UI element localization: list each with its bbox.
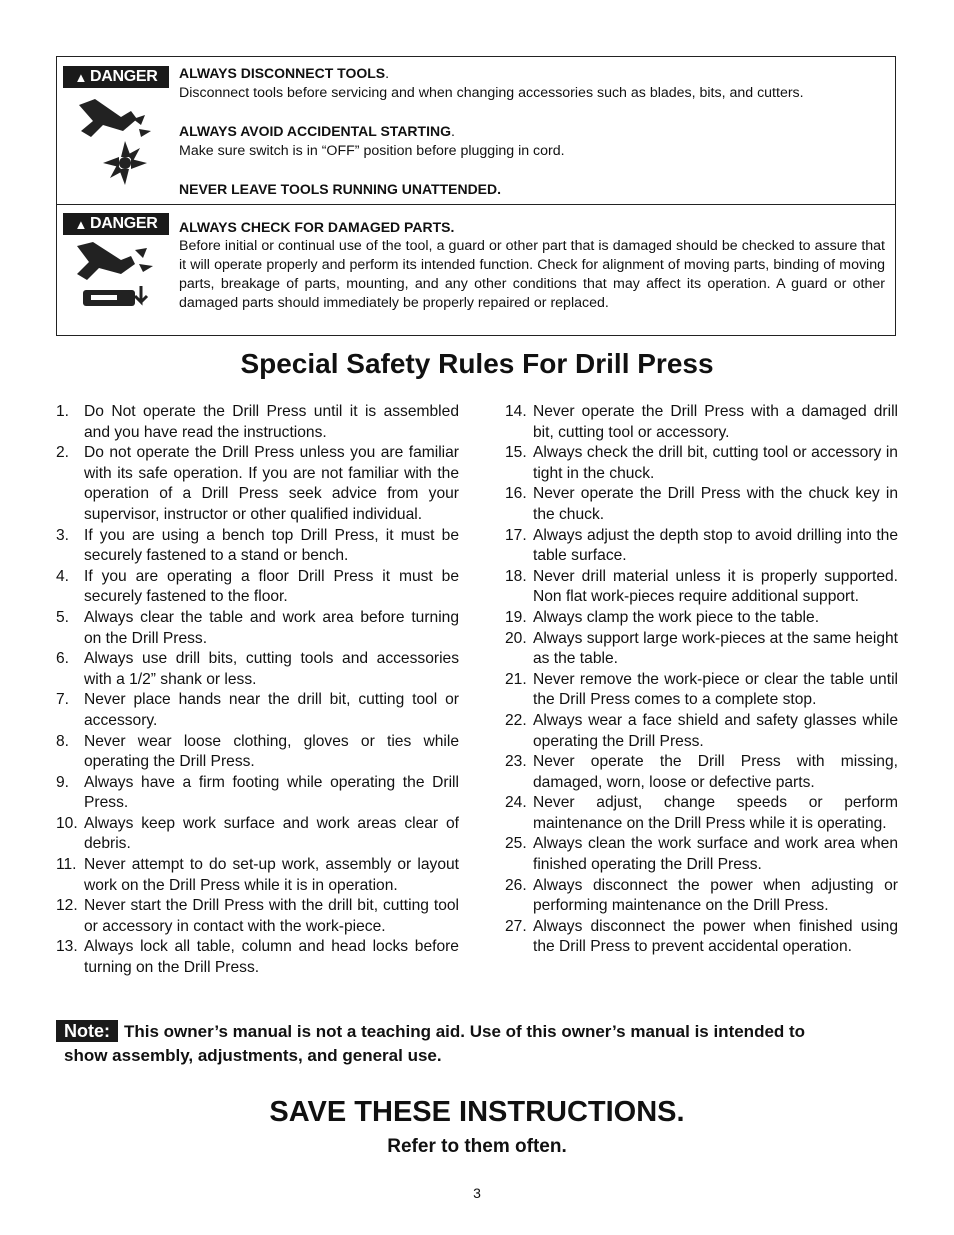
rule-item	[56, 567, 459, 608]
warning-triangle-icon: ▲	[74, 69, 88, 85]
rule-number: 27.	[505, 917, 527, 935]
rule-number: 10.	[56, 814, 78, 832]
rule-item	[505, 670, 898, 711]
note-label: Note:	[56, 1020, 118, 1042]
rule-text: Always clamp the work piece to the table.	[533, 608, 820, 626]
danger-text-2: ALWAYS CHECK FOR DAMAGED PARTS. Before initial or continual use of the tool, a guard or other part that is damaged should be checked to assure that it will operate properly and perform its intended function. Check for alignment of moving parts, binding of moving parts, breakage of parts, mounting, and any other conditions that may affect its operation. A guard or other damaged parts should immediately be properly repaired or replaced.	[179, 219, 885, 311]
rule-text: Never place hands near the drill bit, cutting tool or accessory.	[84, 691, 459, 729]
rule-text: Never adjust, change speeds or perform maintenance on the Drill Press while it is operating.	[533, 794, 898, 832]
rule-text: Always clear the table and work area before turning on the Drill Press.	[84, 608, 459, 647]
rule-item	[505, 443, 898, 484]
rule-item	[505, 526, 898, 567]
rule-item	[56, 773, 459, 814]
rule-number: 2.	[56, 444, 70, 462]
rule-item	[505, 793, 898, 834]
rule-text: Never start the Drill Press with the drill bit, cutting tool or accessory in contact with the work-piece.	[84, 897, 459, 935]
rule-number: 19.	[505, 608, 527, 626]
rule-number: 26.	[505, 876, 527, 894]
rule-number: 3.	[56, 526, 70, 544]
page-title: Special Safety Rules For Drill Press	[240, 348, 714, 379]
rule-number: 14.	[505, 403, 527, 420]
danger-badge: ▲ DANGER	[63, 66, 169, 88]
rule-number: 4.	[56, 567, 70, 585]
rule-item	[56, 690, 459, 731]
rule-text: Always have a firm footing while operating the Drill Press.	[84, 773, 459, 812]
rule-text: Always wear a face shield and safety glasses while operating the Drill Press.	[533, 711, 898, 750]
rule-number: 5.	[56, 608, 70, 626]
rule-number: 6.	[56, 650, 70, 668]
rule-text: Always disconnect the power when finished using the Drill Press to prevent accidental operation.	[533, 917, 898, 956]
rule-text: If you are operating a floor Drill Press it must be securely fastened to the floor.	[84, 567, 459, 606]
rule-text: Do not operate the Drill Press unless you are familiar with its safe operation. If you are not familiar with the operation of a Drill Press seek advice from your supervisor, instructor or other qualified individual.	[84, 444, 459, 523]
rule-number: 7.	[56, 691, 70, 709]
rule-item	[56, 608, 459, 649]
rule-item	[505, 608, 898, 629]
warning-triangle-icon: ▲	[74, 216, 88, 232]
rule-text: Do Not operate the Drill Press until it is assembled and you have read the instructions.	[84, 403, 459, 441]
rule-item	[505, 834, 898, 875]
rule-item	[56, 937, 459, 978]
rule-item	[505, 752, 898, 793]
rule-number: 11.	[56, 856, 77, 874]
rule-item	[505, 876, 898, 917]
rule-number: 18.	[505, 567, 527, 585]
rule-number: 16.	[505, 485, 527, 503]
rule-number: 15.	[505, 444, 527, 462]
rule-text: Never drill material unless it is properly supported. Non flat work-pieces require additional support.	[533, 567, 898, 606]
rule-number: 20.	[505, 629, 527, 647]
rule-item	[505, 484, 898, 525]
rule-item	[56, 526, 459, 567]
rule-text: Never operate the Drill Press with missing, damaged, worn, loose or defective parts.	[533, 753, 898, 791]
note-text-line2: show assembly, adjustments, and general use.	[64, 1046, 442, 1065]
page-number: 3	[473, 1185, 481, 1201]
rule-number: 12.	[56, 897, 78, 915]
rules-list-right	[505, 402, 898, 958]
rule-number: 24.	[505, 794, 527, 812]
rule-number: 13.	[56, 938, 78, 956]
rule-text: Always clean the work surface and work area when finished operating the Drill Press.	[533, 835, 898, 874]
rule-number: 17.	[505, 526, 527, 544]
rule-text: Always support large work-pieces at the same height as the table.	[533, 629, 898, 668]
rule-text: Never attempt to do set-up work, assembly or layout work on the Drill Press while it is in operation.	[84, 856, 459, 894]
rule-text: Always lock all table, column and head locks before turning on the Drill Press.	[84, 938, 459, 977]
danger-text-1: ALWAYS DISCONNECT TOOLS. Disconnect tools before servicing and when changing accessories such as blades, bits, and cutters. ALWAYS AVOID ACCIDENTAL STARTING. Make sure switch is in “OFF” position before plugging in cord. NEVER LEAVE TOOLS RUNNING UNATTENDED.	[179, 65, 804, 197]
rule-number: 22.	[505, 711, 527, 729]
danger-badge: ▲ DANGER	[63, 213, 169, 235]
rule-text: Always disconnect the power when adjusting or performing maintenance on the Drill Press.	[533, 876, 898, 915]
rule-item	[56, 814, 459, 855]
rule-text: Never operate the Drill Press with the chuck key in the chuck.	[533, 485, 898, 523]
danger-box	[56, 56, 896, 336]
hand-hazard-icon	[73, 97, 163, 197]
rule-number: 9.	[56, 773, 70, 791]
rule-item	[505, 711, 898, 752]
rule-text: Always adjust the depth stop to avoid drilling into the table surface.	[533, 526, 898, 565]
rule-text: Always use drill bits, cutting tools and accessories with a 1/2” shank or less.	[84, 650, 459, 688]
refer-subheading: Refer to them often.	[387, 1136, 567, 1157]
rule-item	[56, 443, 459, 525]
rule-item	[56, 896, 459, 937]
rule-item	[56, 732, 459, 773]
rule-number: 8.	[56, 732, 70, 750]
save-instructions-heading: SAVE THESE INSTRUCTIONS.	[269, 1096, 685, 1128]
rule-text: Never wear loose clothing, gloves or ties while operating the Drill Press.	[84, 732, 459, 771]
danger-section-damaged-parts	[57, 204, 895, 335]
danger-section-disconnect	[57, 57, 895, 205]
rule-text: Never operate the Drill Press with a damaged drill bit, cutting tool or accessory.	[533, 403, 898, 441]
note-block	[56, 1020, 896, 1068]
rule-number: 25.	[505, 835, 527, 853]
rule-number: 23.	[505, 753, 527, 771]
rule-text: Never remove the work-piece or clear the table until the Drill Press comes to a complete stop.	[533, 670, 898, 709]
note-text-line1: This owner’s manual is not a teaching aid. Use of this owner’s manual is intended to	[124, 1022, 806, 1041]
rule-text: Always check the drill bit, cutting tool or accessory in tight in the chuck.	[533, 444, 898, 482]
rules-list-left	[56, 402, 459, 979]
rule-number: 21.	[505, 670, 527, 688]
rule-item	[505, 629, 898, 670]
rule-text: If you are using a bench top Drill Press, it must be securely fastened to a stand or bench.	[84, 526, 459, 565]
rule-item	[56, 402, 459, 443]
rule-item	[56, 855, 459, 896]
rule-item	[505, 402, 898, 443]
rule-number: 1.	[56, 403, 70, 420]
rule-text: Always keep work surface and work areas clear of debris.	[84, 814, 459, 853]
hand-damaged-part-icon	[73, 240, 163, 320]
rule-item	[56, 649, 459, 690]
rule-item	[505, 917, 898, 958]
rule-item	[505, 567, 898, 608]
